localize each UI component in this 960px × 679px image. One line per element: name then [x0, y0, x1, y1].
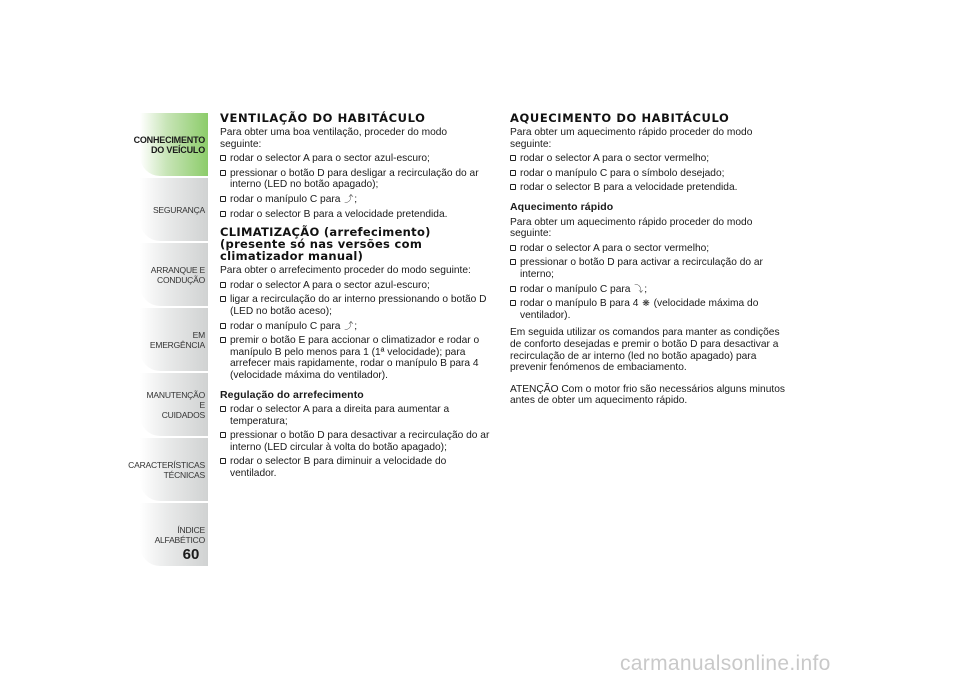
list-item-text: rodar o manípulo C para	[230, 320, 341, 332]
aquecimento-list	[510, 153, 785, 194]
list-item	[510, 284, 785, 296]
section-title-ventilacao: VENTILAÇÃO DO HABITÁCULO	[220, 111, 426, 125]
tab-label-line: TÉCNICAS	[163, 469, 205, 480]
watermark-text: carmanualsonline.info	[620, 652, 831, 675]
list-item: rodar o selector B para diminuir a velocidade do ventilador.	[220, 456, 490, 479]
list-item-text: rodar o manípulo B para 4	[520, 298, 639, 310]
tab-caracteristicas-tecnicas[interactable]	[128, 438, 208, 501]
regulacao-list	[220, 404, 490, 480]
tab-seguranca[interactable]	[140, 178, 208, 241]
right-column	[510, 112, 785, 410]
face-vent-icon: ⤴	[344, 320, 354, 331]
list-item-suffix: ;	[354, 320, 358, 332]
list-item: ligar a recirculação do ar interno pressionando o botão D (LED no botão aceso);	[220, 294, 490, 317]
tab-label-line: CONHECIMENTO	[133, 134, 205, 145]
intro-text: Para obter o arrefecimento proceder do modo seguinte:	[220, 265, 471, 277]
tab-label-line: CONDUÇÃO	[157, 274, 205, 285]
list-item: pressionar o botão D para activar a recirculação do ar interno;	[510, 257, 785, 280]
aquecimento-rapido-list	[510, 243, 785, 322]
foot-vent-icon: ⤵	[634, 283, 644, 294]
list-item-text: rodar o manípulo C para	[230, 193, 341, 205]
tab-em-emergencia[interactable]	[140, 308, 208, 371]
tab-label-line: DO VEÍCULO	[150, 144, 205, 155]
subsection-title-aquecimento-rapido: Aquecimento rápido	[510, 200, 614, 213]
list-item: rodar o selector A para o sector vermelho;	[510, 243, 785, 255]
list-item-suffix: ;	[354, 193, 358, 205]
climatizacao-list	[220, 280, 490, 382]
subsection-title-regulacao: Regulação do arrefecimento	[220, 388, 364, 401]
list-item-text: rodar o manípulo C para	[520, 283, 631, 295]
left-column	[220, 112, 490, 486]
list-item	[220, 321, 490, 333]
chapter-sidebar	[128, 113, 208, 568]
tab-label-line: ÍNDICE ALFABÉTICO	[154, 524, 205, 545]
warning-note: ATENÇÃO Com o motor frio são necessários alguns minutos antes de obter um aquecimento rápido.	[510, 383, 785, 407]
tab-arranque-e-conducao[interactable]	[140, 243, 208, 306]
list-item: pressionar o botão D para desactivar a recirculação do ar interno (LED circular à volta do botão apagado);	[220, 430, 490, 453]
list-item: rodar o manípulo C para o símbolo desejado;	[510, 168, 785, 180]
tab-label-line: ARRANQUE E	[150, 264, 205, 275]
list-item	[510, 298, 785, 321]
intro-text: Para obter um aquecimento rápido proceder do modo seguinte:	[510, 216, 753, 240]
list-item: rodar o selector A para o sector azul-escuro;	[220, 280, 490, 292]
list-item: rodar o selector B para a velocidade pretendida.	[220, 209, 490, 221]
list-item	[220, 194, 490, 206]
intro-text: Para obter um aquecimento rápido proceder do modo seguinte:	[510, 127, 753, 150]
tab-label-line: CARACTERÍSTICAS	[128, 459, 205, 470]
body-paragraph: Em seguida utilizar os comandos para manter as condições de conforto desejadas e premir o botão D para desactivar a recirculação de ar interno (led no botão apagado) para prevenir fenómenos de embaciamento.	[510, 327, 780, 374]
page-number: 60	[182, 546, 200, 563]
tab-label-line: MANUTENÇÃO E	[146, 389, 205, 410]
tab-label-line: CUIDADOS	[161, 409, 205, 420]
tab-manutencao-e-cuidados[interactable]	[140, 373, 208, 436]
list-item-suffix: (velocidade máxima do ventilador).	[520, 298, 759, 321]
list-item: rodar o selector B para a velocidade pretendida.	[510, 182, 785, 194]
section-title-climatizacao: CLIMATIZAÇÃO (arrefecimento) (presente só nas versões com climatizador manual)	[220, 225, 431, 264]
section-title-aquecimento: AQUECIMENTO DO HABITÁCULO	[510, 111, 730, 125]
list-item: rodar o selector A para a direita para aumentar a temperatura;	[220, 404, 490, 427]
tab-label-line: EM EMERGÊNCIA	[149, 329, 205, 350]
face-vent-icon: ⤴	[344, 193, 354, 204]
tab-label-line: SEGURANÇA	[152, 204, 205, 215]
intro-text: Para obter uma boa ventilação, proceder do modo seguinte:	[220, 127, 448, 150]
list-item-suffix: ;	[644, 283, 648, 295]
list-item: pressionar o botão D para desligar a recirculação do ar interno (LED no botão apagado);	[220, 168, 490, 191]
tab-conhecimento-do-veiculo[interactable]	[133, 113, 208, 176]
fan-icon: ❋	[642, 298, 650, 309]
list-item: rodar o selector A para o sector vermelho;	[510, 153, 785, 165]
list-item: premir o botão E para accionar o climatizador e rodar o manípulo B pelo menos para 1 (1ª velocidade); para arrefecer mais rapidamente, rodar o manípulo B para 4 (velocidade máxima do ventilador).	[220, 335, 490, 381]
list-item: rodar o selector A para o sector azul-escuro;	[220, 153, 490, 165]
ventilacao-list	[220, 153, 490, 220]
